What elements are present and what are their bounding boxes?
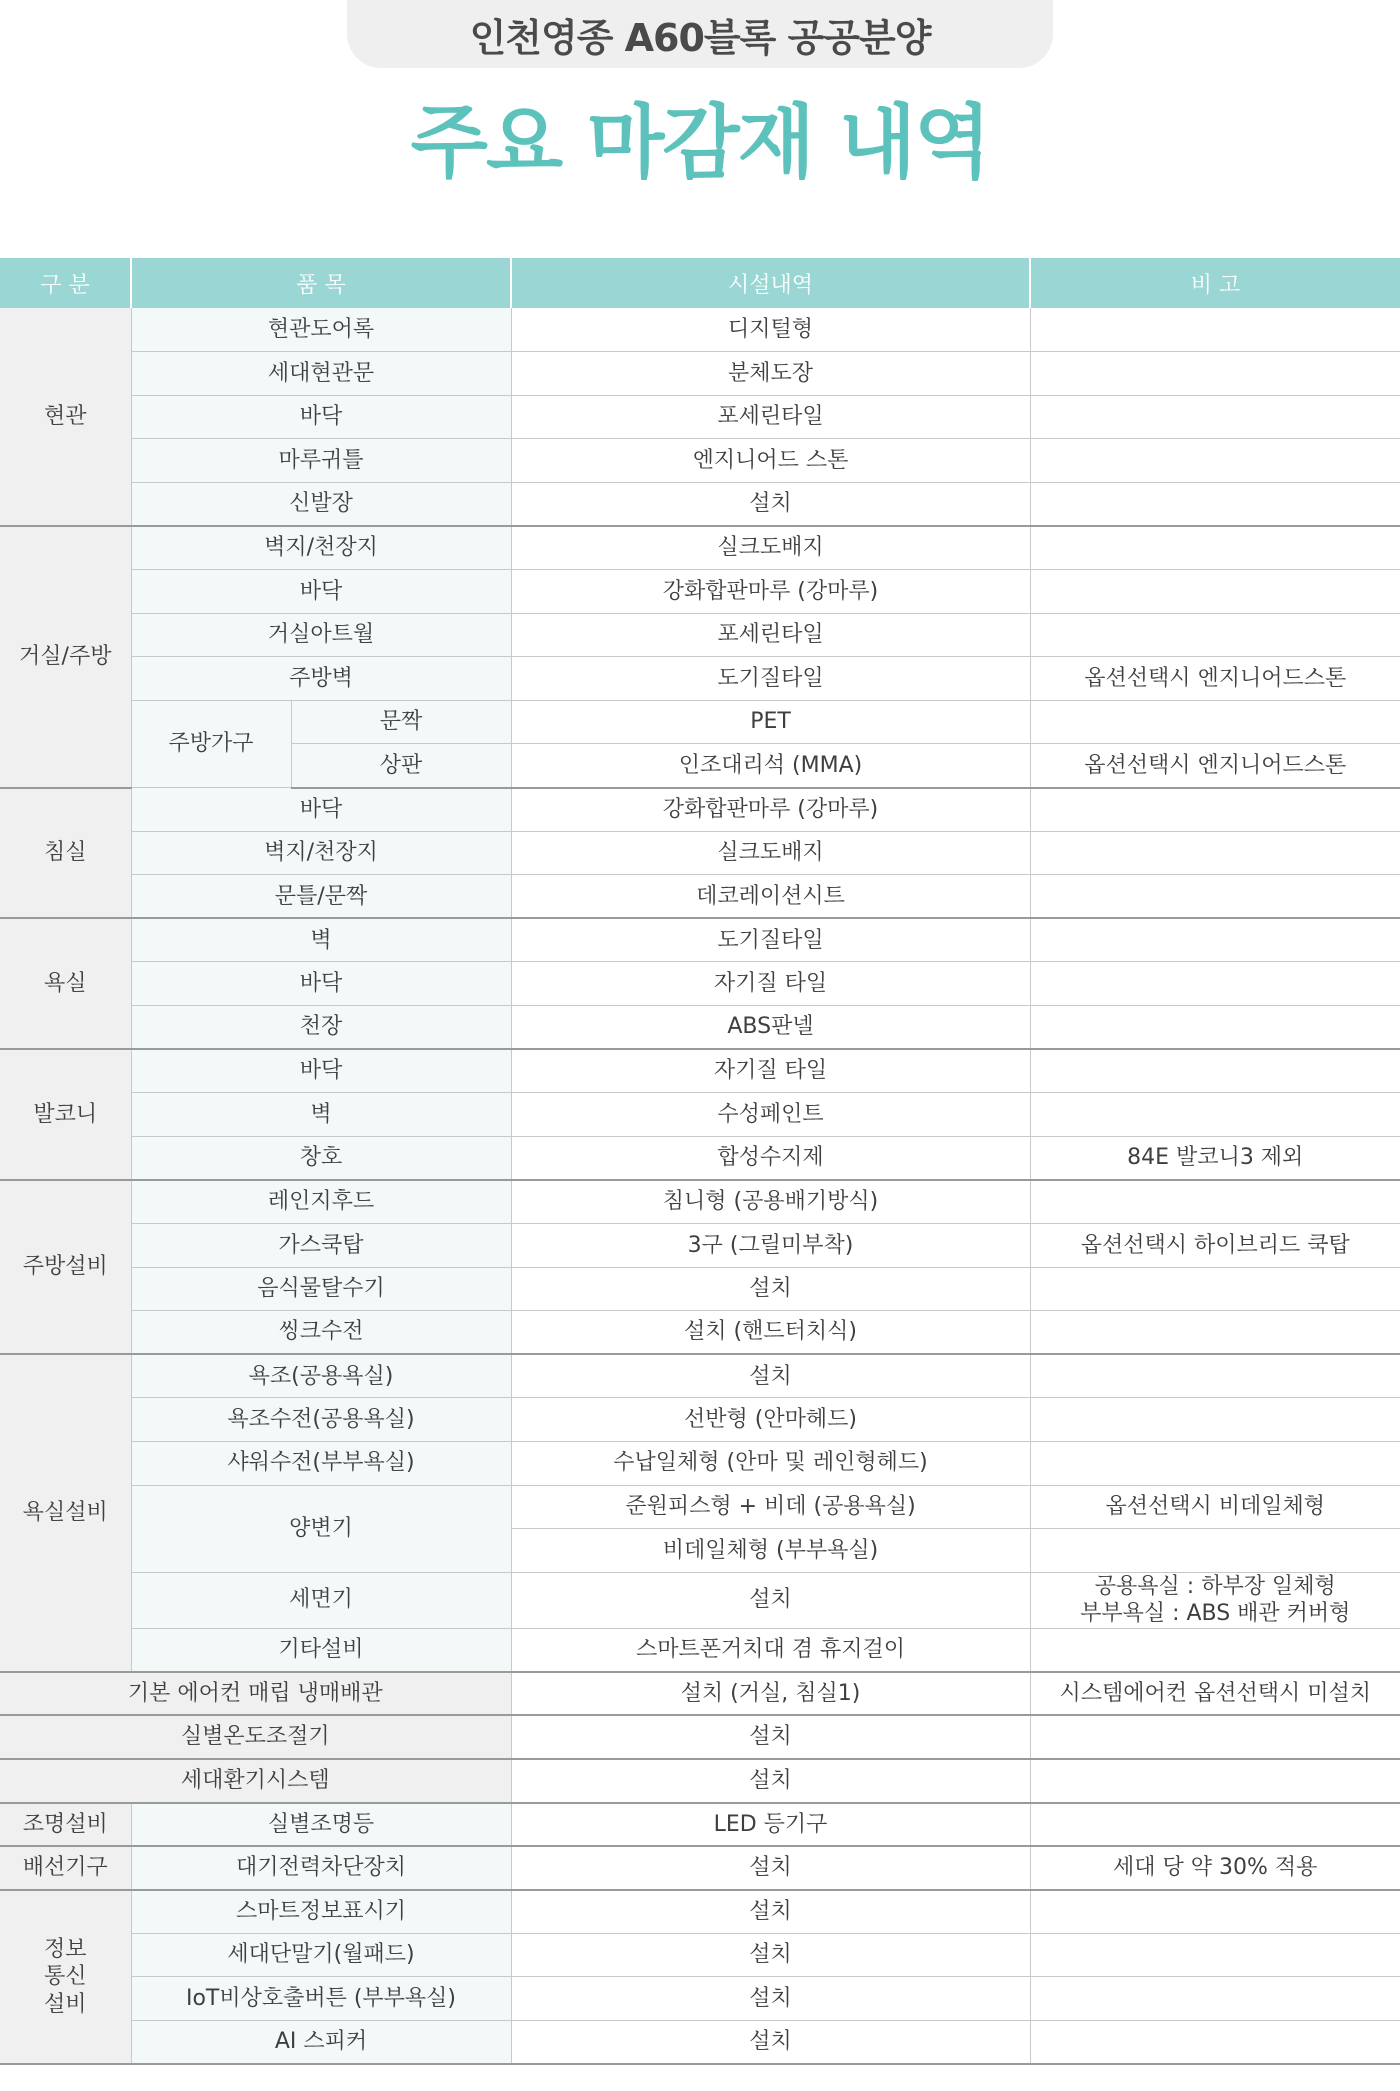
- table-row: [0, 918, 1400, 962]
- spec-cell: 설치: [511, 1572, 1030, 1628]
- table-row: [0, 875, 1400, 919]
- note-cell: [1030, 395, 1400, 439]
- note-cell: 옵션선택시 비데일체형: [1030, 1485, 1400, 1529]
- note-cell: [1030, 1803, 1400, 1847]
- spec-cell: 설치 (핸드터치식): [511, 1311, 1030, 1355]
- note-cell: [1030, 1529, 1400, 1573]
- spec-cell: 설치: [511, 2021, 1030, 2065]
- category-cell: 거실/주방: [0, 526, 131, 788]
- item-cell: 현관도어록: [131, 308, 511, 352]
- project-subtitle: 인천영종 A60블록 공공분양: [347, 0, 1053, 68]
- spec-cell: 수성페인트: [511, 1093, 1030, 1137]
- note-cell: 세대 당 약 30% 적용: [1030, 1846, 1400, 1890]
- item-cell: 레인지후드: [131, 1180, 511, 1224]
- item-cell: 거실아트월: [131, 613, 511, 657]
- note-cell: [1030, 1267, 1400, 1311]
- note-cell: [1030, 918, 1400, 962]
- note-cell: [1030, 875, 1400, 919]
- spec-cell: 포세린타일: [511, 613, 1030, 657]
- note-cell: [1030, 1628, 1400, 1672]
- spec-cell: 자기질 타일: [511, 962, 1030, 1006]
- note-cell: [1030, 613, 1400, 657]
- table-header-row: [0, 258, 1400, 308]
- table-row: [0, 657, 1400, 701]
- category-line: 정보: [43, 1936, 87, 1962]
- table-row: [0, 1136, 1400, 1180]
- table-row: [0, 1093, 1400, 1137]
- table-row: [0, 526, 1400, 570]
- spec-cell: 도기질타일: [511, 918, 1030, 962]
- note-cell: [1030, 308, 1400, 352]
- item-cell: 음식물탈수기: [131, 1267, 511, 1311]
- item-cell: 실별조명등: [131, 1803, 511, 1847]
- item-cell: 씽크수전: [131, 1311, 511, 1355]
- spec-cell: 데코레이션시트: [511, 875, 1030, 919]
- note-cell: [1030, 352, 1400, 396]
- item-cell: 벽: [131, 1093, 511, 1137]
- item-cell: 바닥: [131, 788, 511, 832]
- note-cell: [1030, 1049, 1400, 1093]
- item-cell: AI 스피커: [131, 2021, 511, 2065]
- spec-cell: 설치: [511, 1354, 1030, 1398]
- spec-cell: 설치: [511, 482, 1030, 526]
- spec-cell: 강화합판마루 (강마루): [511, 788, 1030, 832]
- category-cell: [0, 1890, 131, 2064]
- item-cell: 벽지/천장지: [131, 831, 511, 875]
- spec-cell: 수납일체형 (안마 및 레인형헤드): [511, 1441, 1030, 1485]
- item-cell: 세대현관문: [131, 352, 511, 396]
- col-header-category: 구 분: [0, 258, 131, 308]
- category-cell: 배선기구: [0, 1846, 131, 1890]
- item-cell: 바닥: [131, 1049, 511, 1093]
- note-cell: [1030, 1572, 1400, 1628]
- note-cell: [1030, 1354, 1400, 1398]
- spec-cell: LED 등기구: [511, 1803, 1030, 1847]
- item-cell: 주방가구: [131, 700, 291, 787]
- note-line: 부부욕실 : ABS 배관 커버형: [1080, 1601, 1351, 1627]
- category-cell: 욕실: [0, 918, 131, 1049]
- note-cell: [1030, 962, 1400, 1006]
- table-row: [0, 831, 1400, 875]
- note-cell: [1030, 1933, 1400, 1977]
- note-cell: [1030, 1180, 1400, 1224]
- col-header-spec: 시설내역: [511, 258, 1030, 308]
- table-row: [0, 1759, 1400, 1803]
- item-cell: 욕조수전(공용욕실): [131, 1398, 511, 1442]
- spec-cell: 디지털형: [511, 308, 1030, 352]
- table-row: [0, 1846, 1400, 1890]
- table-row: [0, 1223, 1400, 1267]
- spec-cell: 설치: [511, 1977, 1030, 2021]
- note-cell: 시스템에어컨 옵션선택시 미설치: [1030, 1672, 1400, 1716]
- sub-item-cell: 상판: [291, 744, 511, 788]
- category-cell: 발코니: [0, 1049, 131, 1180]
- table-row: [0, 1006, 1400, 1050]
- sub-item-cell: 문짝: [291, 700, 511, 744]
- spec-cell: 설치: [511, 1715, 1030, 1759]
- note-cell: [1030, 482, 1400, 526]
- spec-cell: 설치: [511, 1890, 1030, 1934]
- table-row: [0, 788, 1400, 832]
- table-row: [0, 1441, 1400, 1485]
- spec-cell: 설치: [511, 1846, 1030, 1890]
- item-cell: 가스쿡탑: [131, 1223, 511, 1267]
- table-row: [0, 1572, 1400, 1628]
- table-row: [0, 308, 1400, 352]
- spec-cell: 3구 (그릴미부착): [511, 1223, 1030, 1267]
- table-row: [0, 439, 1400, 483]
- note-cell: [1030, 788, 1400, 832]
- spec-cell: 자기질 타일: [511, 1049, 1030, 1093]
- spec-cell: 도기질타일: [511, 657, 1030, 701]
- table-row: [0, 613, 1400, 657]
- item-cell: 신발장: [131, 482, 511, 526]
- item-cell: 양변기: [131, 1485, 511, 1572]
- spec-cell: 실크도배지: [511, 831, 1030, 875]
- spec-cell: 설치: [511, 1759, 1030, 1803]
- table-row: [0, 1398, 1400, 1442]
- table-row: [0, 2021, 1400, 2065]
- col-header-item: 품 목: [131, 258, 511, 308]
- item-cell: 욕조(공용욕실): [131, 1354, 511, 1398]
- table-row: [0, 570, 1400, 614]
- spec-cell: 비데일체형 (부부욕실): [511, 1529, 1030, 1573]
- note-cell: [1030, 1093, 1400, 1137]
- category-cell: 주방설비: [0, 1180, 131, 1354]
- spec-cell: ABS판넬: [511, 1006, 1030, 1050]
- note-cell: [1030, 1759, 1400, 1803]
- note-cell: [1030, 1311, 1400, 1355]
- spec-cell: 침니형 (공용배기방식): [511, 1180, 1030, 1224]
- note-cell: [1030, 831, 1400, 875]
- spec-cell: 분체도장: [511, 352, 1030, 396]
- col-header-note: 비 고: [1030, 258, 1400, 308]
- category-line: 통신: [43, 1964, 87, 1990]
- finish-materials-table: [0, 258, 1400, 2065]
- table-row: [0, 700, 1400, 744]
- note-cell: [1030, 1715, 1400, 1759]
- spec-cell: 설치: [511, 1267, 1030, 1311]
- note-cell: [1030, 1977, 1400, 2021]
- table-row: [0, 1803, 1400, 1847]
- category-cell: 욕실설비: [0, 1354, 131, 1672]
- spec-cell: 준원피스형 + 비데 (공용욕실): [511, 1485, 1030, 1529]
- category-line: 설비: [43, 1991, 87, 2017]
- table-row: [0, 1628, 1400, 1672]
- table-row: [0, 1485, 1400, 1529]
- item-cell: 문틀/문짝: [131, 875, 511, 919]
- note-cell: [1030, 700, 1400, 744]
- item-cell: 기타설비: [131, 1628, 511, 1672]
- note-cell: [1030, 439, 1400, 483]
- spec-cell: 스마트폰거치대 겸 휴지걸이: [511, 1628, 1030, 1672]
- spec-cell: 실크도배지: [511, 526, 1030, 570]
- spec-cell: 설치 (거실, 침실1): [511, 1672, 1030, 1716]
- spec-cell: 강화합판마루 (강마루): [511, 570, 1030, 614]
- table-row: [0, 395, 1400, 439]
- item-cell: 대기전력차단장치: [131, 1846, 511, 1890]
- spec-cell: 설치: [511, 1933, 1030, 1977]
- note-cell: 옵션선택시 하이브리드 쿡탑: [1030, 1223, 1400, 1267]
- table-row: [0, 1267, 1400, 1311]
- category-cell: 세대환기시스템: [0, 1759, 511, 1803]
- category-cell: 침실: [0, 788, 131, 919]
- note-cell: 옵션선택시 엔지니어드스톤: [1030, 744, 1400, 788]
- note-line: 공용욕실 : 하부장 일체형: [1094, 1573, 1336, 1599]
- item-cell: 스마트정보표시기: [131, 1890, 511, 1934]
- table-row: [0, 1672, 1400, 1716]
- item-cell: 마루귀틀: [131, 439, 511, 483]
- table-row: [0, 1049, 1400, 1093]
- table-row: [0, 1311, 1400, 1355]
- table-row: [0, 1180, 1400, 1224]
- item-cell: 바닥: [131, 395, 511, 439]
- note-cell: [1030, 1441, 1400, 1485]
- item-cell: 벽지/천장지: [131, 526, 511, 570]
- note-cell: [1030, 1006, 1400, 1050]
- table-row: [0, 1890, 1400, 1934]
- category-cell: 현관: [0, 308, 131, 526]
- table-row: [0, 1715, 1400, 1759]
- note-cell: [1030, 2021, 1400, 2065]
- table-row: [0, 1933, 1400, 1977]
- note-cell: 84E 발코니3 제외: [1030, 1136, 1400, 1180]
- page-title: 주요 마감재 내역: [410, 95, 990, 189]
- item-cell: 샤워수전(부부욕실): [131, 1441, 511, 1485]
- item-cell: IoT비상호출버튼 (부부욕실): [131, 1977, 511, 2021]
- note-cell: [1030, 1398, 1400, 1442]
- item-cell: 바닥: [131, 962, 511, 1006]
- spec-cell: 선반형 (안마헤드): [511, 1398, 1030, 1442]
- note-cell: [1030, 570, 1400, 614]
- spec-cell: 합성수지제: [511, 1136, 1030, 1180]
- table-row: [0, 482, 1400, 526]
- item-cell: 천장: [131, 1006, 511, 1050]
- item-cell: 창호: [131, 1136, 511, 1180]
- item-cell: 세면기: [131, 1572, 511, 1628]
- category-cell: 기본 에어컨 매립 냉매배관: [0, 1672, 511, 1716]
- category-cell: 조명설비: [0, 1803, 131, 1847]
- item-cell: 세대단말기(월패드): [131, 1933, 511, 1977]
- spec-cell: 인조대리석 (MMA): [511, 744, 1030, 788]
- table-row: [0, 962, 1400, 1006]
- spec-cell: 포세린타일: [511, 395, 1030, 439]
- note-cell: 옵션선택시 엔지니어드스톤: [1030, 657, 1400, 701]
- spec-cell: 엔지니어드 스톤: [511, 439, 1030, 483]
- category-cell: 실별온도조절기: [0, 1715, 511, 1759]
- note-cell: [1030, 1890, 1400, 1934]
- spec-cell: PET: [511, 700, 1030, 744]
- item-cell: 벽: [131, 918, 511, 962]
- item-cell: 주방벽: [131, 657, 511, 701]
- table-row: [0, 1977, 1400, 2021]
- note-cell: [1030, 526, 1400, 570]
- table-row: [0, 352, 1400, 396]
- item-cell: 바닥: [131, 570, 511, 614]
- table-row: [0, 1354, 1400, 1398]
